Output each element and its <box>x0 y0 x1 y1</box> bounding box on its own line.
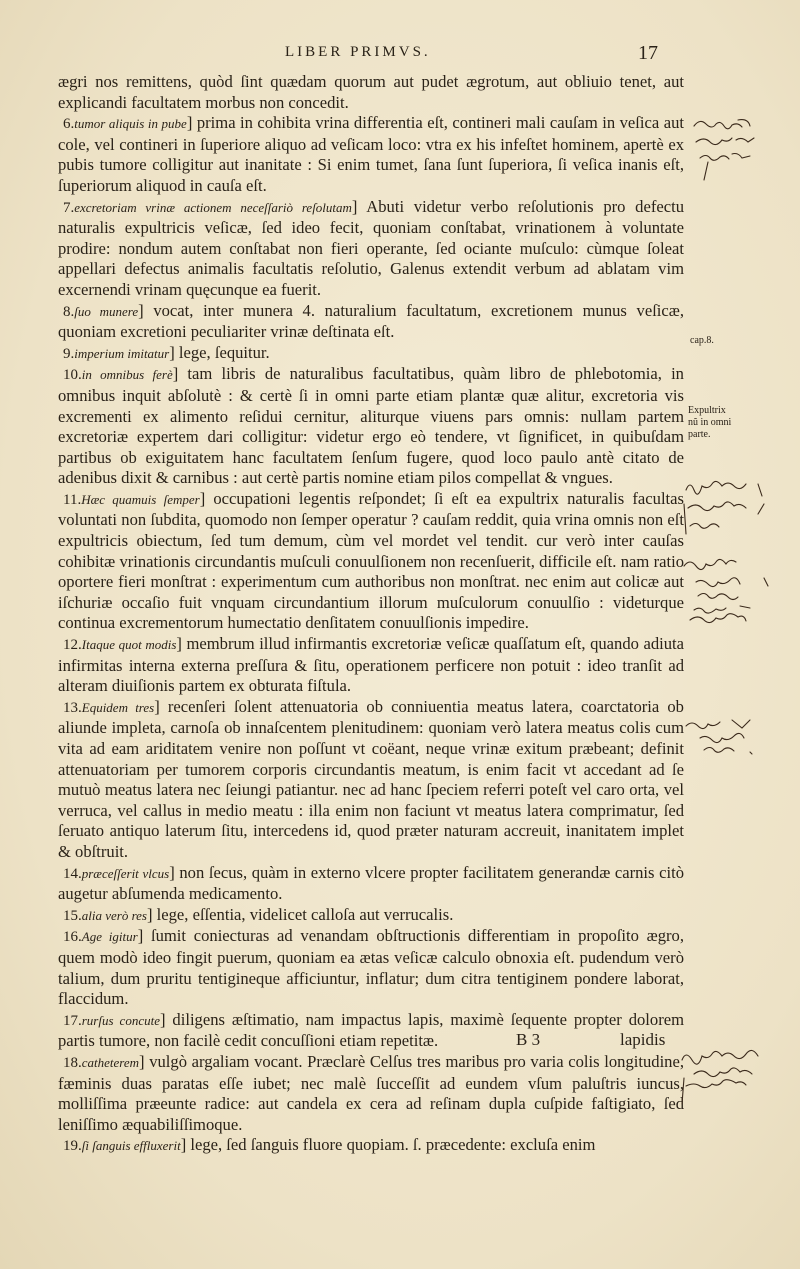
note-text: ] membrum illud infirmantis excretoriæ veſicæ quaſſatum eſt, quando adiuta infirmitas interna externa preſſura & ſitu, operationem perficere non potuit : ideo tranſit ad alteram diuiſionis partem ex obturata fiſtula. <box>58 634 684 696</box>
note-number: 9. <box>63 345 75 362</box>
note-paragraph <box>58 343 684 365</box>
lemma: in omnibus ferè <box>81 367 173 383</box>
note-text: ] occupationi legentis reſpondet; ſi eſt ea expultrix naturalis facultas voluntati non ſubdita, quomodo non ſemper operatur ? cauſam reddit, quia vrina omnis non eſt expultricis obiectum, ſed tum demum, cùm vel mordet vel tendit. cur verò inter cauſas cohibitæ vrinationis circundantis muſculi conuulſionem non recenſuerit, difficile eſt. nam ratio oportere fieri monſtrat : experimentum cum authoribus non monſtrat. nec enim aut colicæ aut iſchuriæ occaſio fuit vnquam circundantium illorum muſculorum conuulſio : videturque continua excrementorum humectatio denſitatem conuulſionis impedire. <box>58 488 684 633</box>
handwritten-annotation <box>678 556 778 638</box>
catchline <box>58 1030 684 1054</box>
paragraph-text: ægri nos remittens, quòd ſint quædam quorum aut pudet ægrotum, aut obliuio tenet, aut explicandi facultatem morbus non concedit. <box>58 72 684 112</box>
side-note-line: parte. <box>688 429 711 440</box>
note-number: 19. <box>63 1138 82 1155</box>
lemma: præceſſerit vlcus <box>81 865 170 881</box>
note-number: 15. <box>63 907 82 924</box>
side-note-line: Expultrix <box>688 405 726 416</box>
note-text: ] diligens æſtimatio, nam impactus lapis, maximè ſequente propter dolorem partis tumore, non facilè cedit concuſſioni etiam repetitæ. <box>58 1009 684 1051</box>
note-text: ] lege, ſed ſanguis fluore quopiam. ſ. præcedente: excluſa enim <box>180 1135 596 1155</box>
lemma: imperium imitatur <box>74 345 170 361</box>
lemma: tumor aliquis in pube <box>74 116 187 132</box>
note-text: ] lege, eſſentia, videlicet calloſa aut verrucalis. <box>146 904 454 924</box>
running-head-title: LIBER PRIMVS. <box>285 44 431 60</box>
note-number: 8. <box>63 303 75 320</box>
note-paragraph <box>58 364 684 489</box>
note-text: ] vulgò argaliam vocant. Præclarè Celſus tres maribus pro varia colis longitudine, fæminis duas paratas eſſe iubet; nec malè ſucceſſit ad eundem vſum paluſtris iuncus, molliſſima præeunte radice: aut candela ex cera ad reſinam dupla cuſpide faſtigiato, ſed leniſſimo æquabiliſſimoque. <box>58 1051 684 1134</box>
lemma: Hæc quamuis ſemper <box>81 491 200 507</box>
note-number: 11. <box>63 491 82 508</box>
note-number: 18. <box>63 1054 82 1071</box>
note-text: ] Abuti videtur verbo reſolutionis pro defectu naturalis expultricis veſicæ, ſed ideo fecit, quoniam conſtabat, vrinationem à voluntate prodire: nondum autem conſtabat non fieri operante, ſed ociante muſculo: cùmque ſoleat appellari defectus animalis facultatis reſolutio, Galenus extendit verbum ad ablatam vim excernendi vrinam quęcunque ea fuerit. <box>58 196 684 299</box>
note-text: ] vocat, inter munera 4. naturalium facultatum, excretionem munus veſicæ, quoniam excretioni peculiariter vrinæ deſtinata eſt. <box>58 300 685 342</box>
lemma: Equidem tres <box>81 699 155 715</box>
note-number: 12. <box>63 637 82 654</box>
running-head <box>0 44 800 68</box>
note-paragraph <box>58 697 684 863</box>
lemma: Age igitur <box>81 929 138 945</box>
lemma: alia verò res <box>81 907 147 923</box>
lemma: ſi ſanguis effluxerit <box>81 1138 181 1154</box>
handwritten-annotation <box>680 478 780 558</box>
note-paragraph <box>58 1135 684 1157</box>
lemma: excretoriam vrinæ actionem neceſſariò reſolutam <box>74 199 352 215</box>
note-paragraph <box>58 926 684 1009</box>
note-number: 16. <box>63 929 82 946</box>
note-number: 10. <box>63 367 82 384</box>
lemma: ſuo munere <box>74 303 139 319</box>
note-paragraph <box>58 301 684 343</box>
note-number: 6. <box>63 116 75 133</box>
note-text: ] recenſeri ſolent attenuatoria ob conniuentia meatus latera, coarctatoria ob aliunde impleta, carnoſa ob innaſcentem plenitudinem: quoniam verò latera meatus colis cum vita ad eam ariditatem venire non poſſunt vt coëant, neque vrinæ exitum præbeant; definit attenuatoriam per tumorem corporis circundantis meatum, is enim facit vt accedant ad ſe mutuò meatus latera nec ſeiungi patiantur. nec ad hanc ſpeciem referri poteſt vel caro orta, vel verruca, vel callus in medio meatu : illa enim non faciunt vt meatus latera comprimatur, ſed ſeruato antiquo laterum ſitu, intercedens id, quod præter naturam accreuit, inanitatem implet & obſtruit. <box>58 696 684 861</box>
commentary-text <box>58 72 684 1157</box>
handwritten-annotation <box>680 712 770 762</box>
note-paragraph <box>58 489 684 634</box>
note-paragraph <box>58 905 684 927</box>
note-paragraph <box>58 1052 684 1135</box>
catchword: lapidis <box>620 1030 666 1049</box>
lemma: Itaque quot modis <box>81 637 177 653</box>
margin-side-note <box>688 405 768 441</box>
note-paragraph <box>58 863 684 905</box>
note-paragraph <box>58 113 684 196</box>
handwritten-annotation <box>690 112 775 182</box>
lemma: catheterem <box>81 1054 140 1070</box>
note-text: ] non ſecus, quàm in externo vlcere propter facilitatem generandæ carnis citò augetur abſumenda medicamento. <box>58 862 684 904</box>
cap-reference-text: cap.8. <box>690 335 714 346</box>
signature-mark: B 3 <box>516 1030 541 1049</box>
note-text: ] tam libris de naturalibus facultatibus, quàm libro de phlebotomia, in omnibus inquit abſolutè : & certè ſi in omni parte etiam plantæ quæ alitur, excretoria vis excrementi ex alimento reſidui cernitur, aliturque viuens pars omnis: nullam partem excretoriæ expertem dari colligitur: videtur ergo eò tendere, vt ſignificet, in quibuſdam partibus ob exiguitatem hanc facultatem ſenſum fugere, quod loco paulo antè citato de adenibus dixit & carnibus : aut certè partis nomine etiam pilos compellat & vngues. <box>58 364 684 488</box>
note-text: ] lege, ſequitur. <box>169 342 270 362</box>
paragraph-continuation <box>58 72 684 113</box>
note-paragraph <box>58 634 684 697</box>
page-number: 17 <box>638 42 658 64</box>
note-number: 14. <box>63 865 82 882</box>
note-text: ] ſumit coniecturas ad venandam obſtructionis differentiam in propoſito ægro, quem modò ideo fingit puerum, quoniam ea ætas veſicæ calculo obnoxia eſt. pudendum verò talium, dum pruritu tentigineque afficiuntur, inflatur; dum citra tentiginem pondere laborat, flaccidum. <box>58 926 684 1009</box>
handwritten-annotation <box>676 1048 781 1110</box>
side-note-line: nũ in omni <box>688 417 732 428</box>
note-number: 17. <box>63 1012 82 1029</box>
margin-cap-reference <box>690 335 714 347</box>
note-text: ] prima in cohibita vrina differentia eſt, contineri mali cauſam in veſica aut cole, vel contineri in ſuperiore aliquo ad veſicam loco: vtra ex his infeſtet hominem, apertè ex pubis tumore colligitur aut inanitate : Si enim tumet, ſana ſunt ſuperiora, ſi veſica inanis eſt, ſuperiorum aliquod in cauſa eſt. <box>58 113 685 195</box>
note-number: 7. <box>63 199 75 216</box>
lemma: rurſus concute <box>81 1012 160 1028</box>
note-paragraph <box>58 197 684 301</box>
note-number: 13. <box>63 699 82 716</box>
